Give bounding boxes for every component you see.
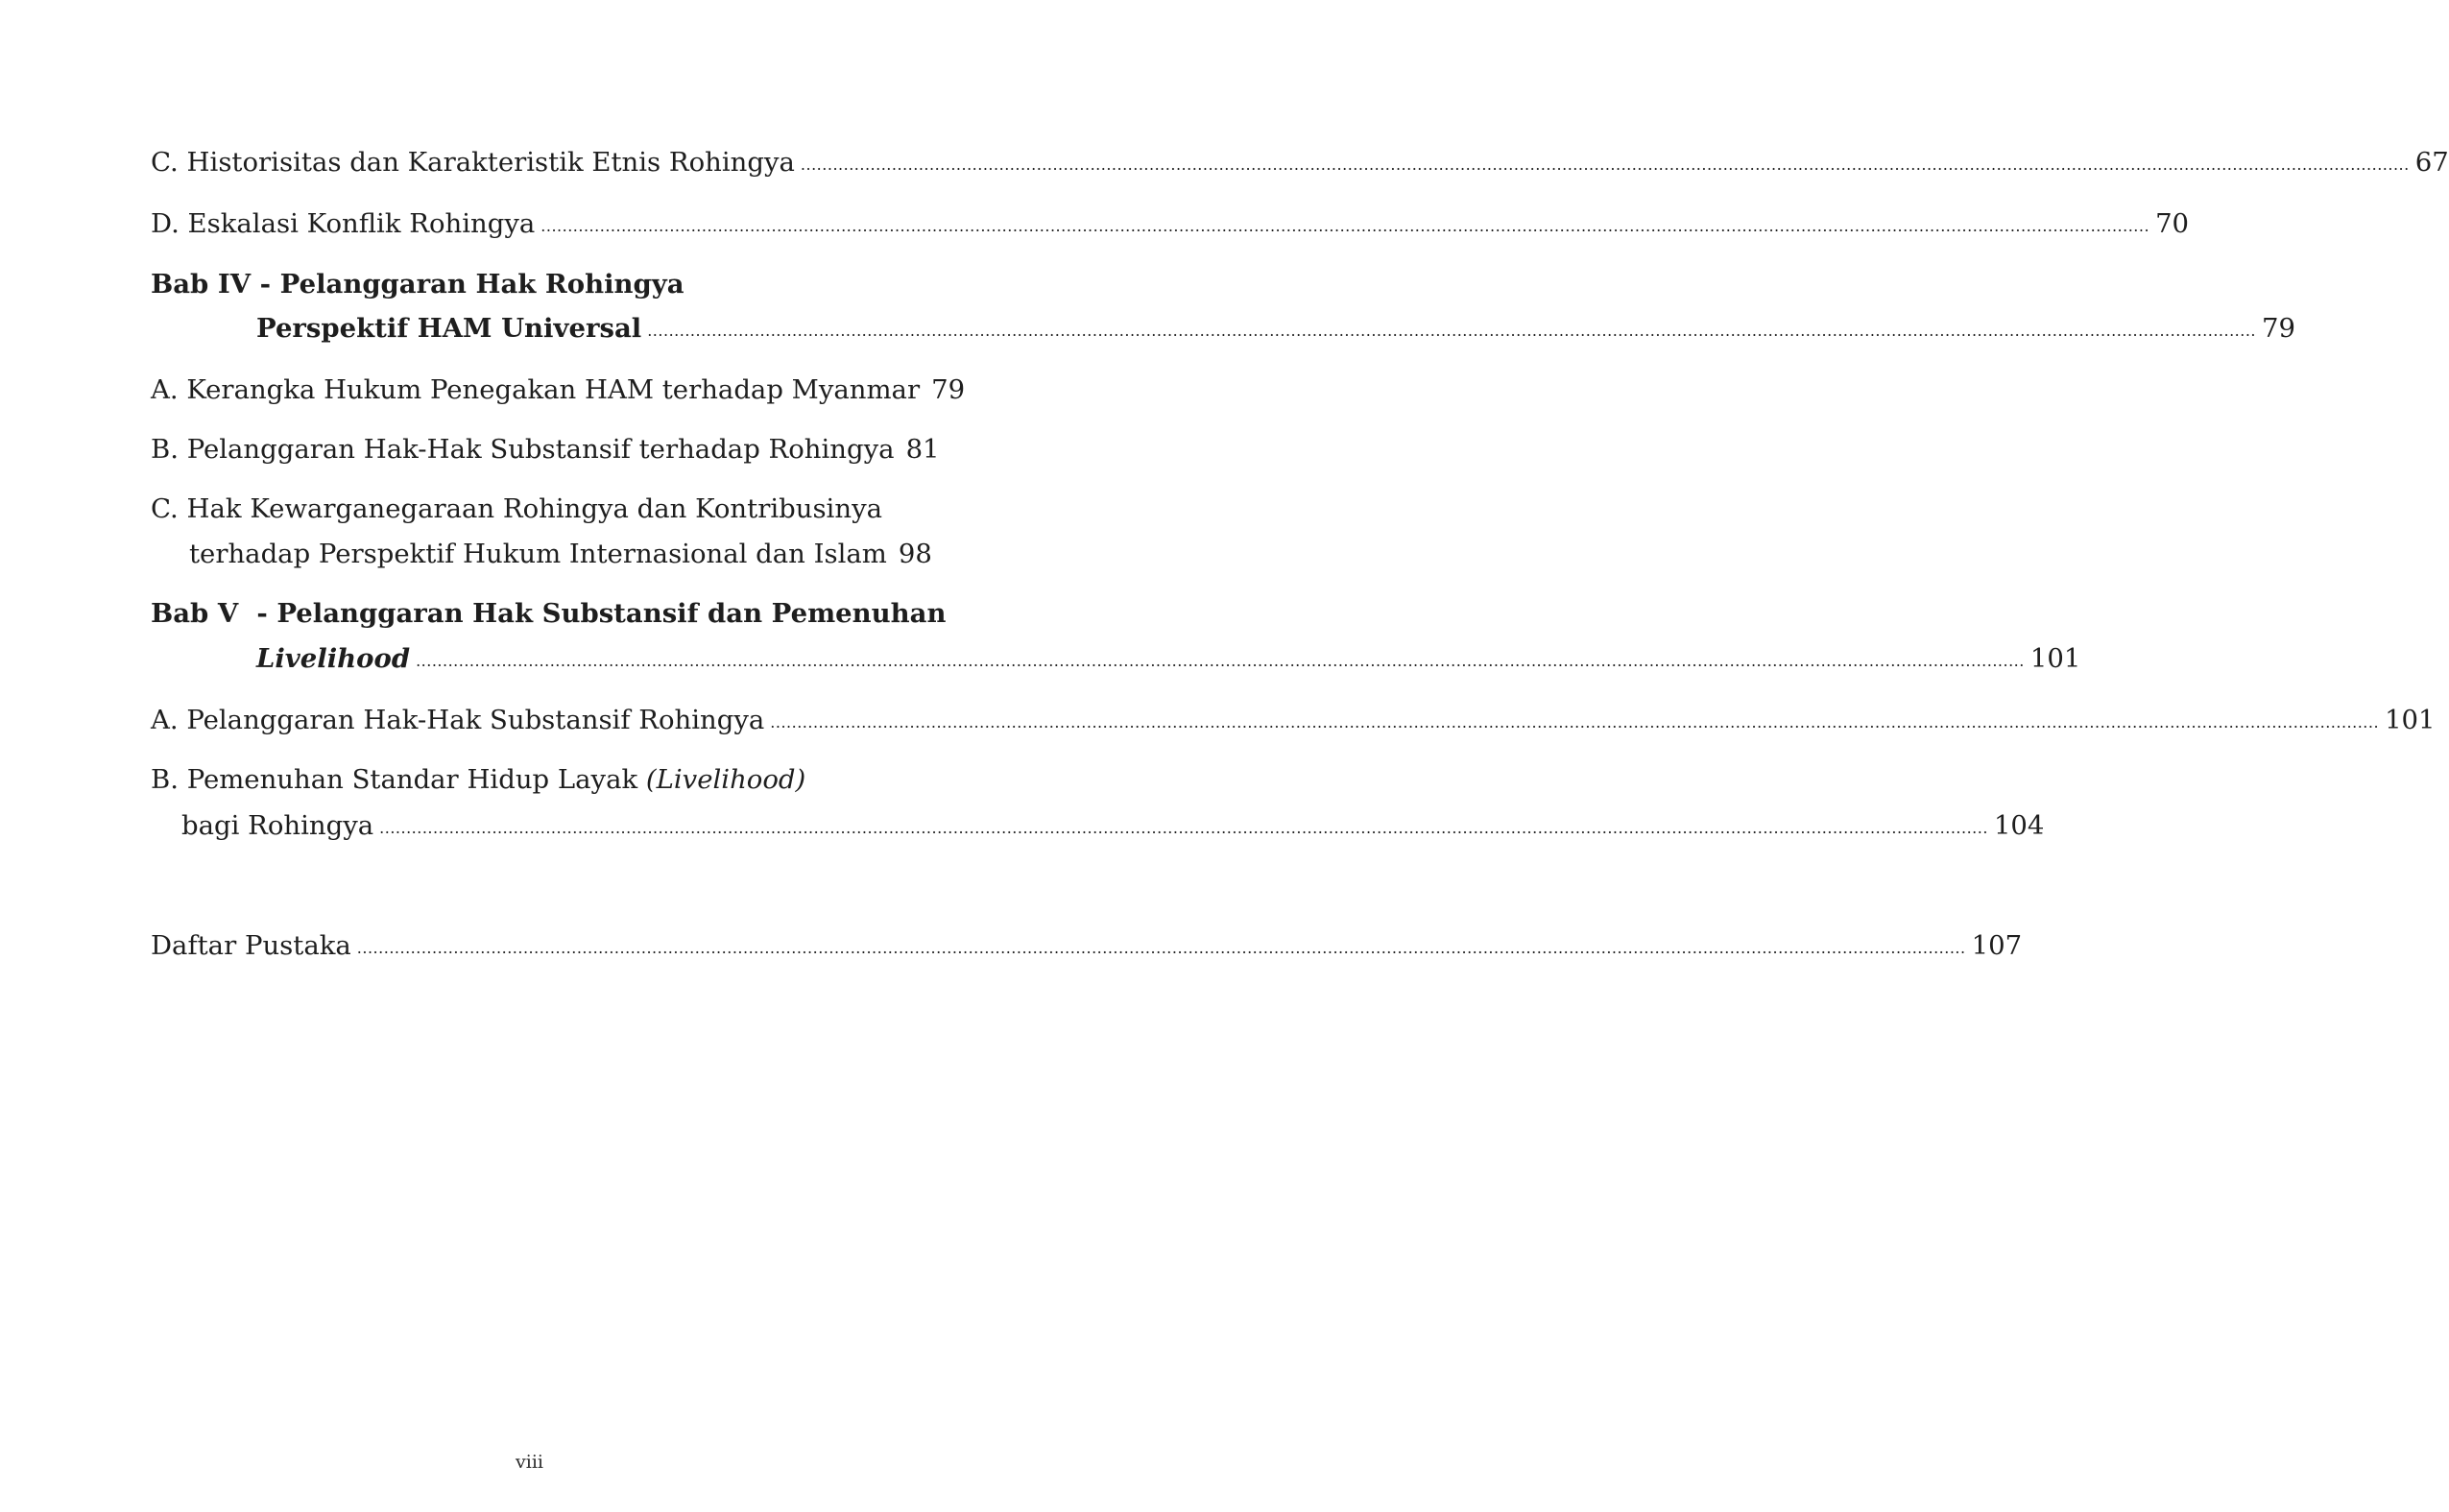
toc-page-number: 67 (2414, 147, 2449, 178)
page-number-footer: viii (516, 1452, 543, 1473)
toc-chapter-title: Bab V - Pelanggaran Hak Substansif dan Pemenuhan (151, 598, 947, 629)
toc-page-number: 98 (898, 539, 932, 569)
toc-page-number: 70 (2155, 208, 2190, 239)
leader-dots: ............................................................................................................................................................................................................................................................................................................ (356, 939, 1966, 957)
table-of-contents (151, 0, 2449, 1512)
toc-entry-title-continued: bagi Rohingya (181, 810, 374, 841)
toc-page-number: 107 (1971, 930, 2023, 961)
toc-entry-eskalasi[interactable] (151, 204, 2190, 243)
toc-entry-pelanggaran-rohingya[interactable] (151, 701, 2436, 739)
toc-entry-title-emphasis: (Livelihood) (645, 764, 806, 795)
leader-dots: ............................................................................................................................................................................................................................................................................................................ (800, 156, 2410, 174)
toc-page-number: 81 (905, 434, 940, 465)
toc-chapter-4-heading[interactable] (151, 265, 904, 303)
toc-chapter-4-subtitle[interactable] (256, 309, 2295, 348)
toc-page-number: 104 (1993, 810, 2045, 841)
toc-chapter-subtitle: Perspektif HAM Universal (256, 313, 642, 344)
toc-entry-title: B. Pemenuhan Standar Hidup Layak (151, 764, 646, 795)
leader-dots: ............................................................................................................................................................................................................................................................................................................ (770, 713, 2380, 732)
toc-chapter-title: Bab IV - Pelanggaran Hak Rohingya (151, 269, 684, 300)
toc-entry-title: C. Historisitas dan Karakteristik Etnis Rohingya (151, 147, 795, 178)
toc-entry-hak-kewarganegaraan[interactable] (151, 490, 904, 528)
toc-page-number: 101 (2029, 643, 2081, 674)
toc-entry-title: A. Pelanggaran Hak-Hak Substansif Rohingya (151, 705, 765, 735)
toc-entry-kerangka[interactable] (151, 371, 966, 409)
toc-page-number: 101 (2385, 705, 2436, 735)
toc-entry-title: D. Eskalasi Konflik Rohingya (151, 208, 536, 239)
toc-chapter-5-heading[interactable] (151, 594, 947, 633)
toc-page-number: 79 (2262, 313, 2295, 344)
toc-chapter-subtitle: Livelihood (256, 643, 411, 674)
leader-dots: ............................................................................................................................................................................................................................................................................................................ (647, 322, 2256, 340)
toc-entry-pemenuhan[interactable] (151, 760, 904, 799)
leader-dots: ............................................................................................................................................................................................................................................................................................................ (540, 217, 2150, 235)
toc-page-number: 79 (931, 374, 966, 405)
toc-entry-title-continued: terhadap Perspektif Hukum Internasional dan Islam (189, 539, 887, 569)
leader-dots: ............................................................................................................................................................................................................................................................................................................ (379, 819, 1988, 837)
toc-entry-hak-kewarganegaraan-cont[interactable] (189, 535, 932, 573)
leader-dots: ............................................................................................................................................................................................................................................................................................................ (416, 652, 2025, 670)
toc-entry-historisitas[interactable] (151, 143, 2449, 181)
toc-entry-title: Daftar Pustaka (151, 930, 351, 961)
toc-entry-pemenuhan-cont[interactable] (181, 806, 2045, 845)
toc-entry-title: C. Hak Kewarganegaraan Rohingya dan Kontribusinya (151, 493, 882, 524)
toc-entry-pelanggaran-substansif[interactable] (151, 430, 940, 468)
toc-entry-daftar-pustaka[interactable] (151, 926, 2023, 965)
toc-chapter-5-subtitle[interactable] (256, 639, 2081, 678)
toc-entry-title: B. Pelanggaran Hak-Hak Substansif terhadap Rohingya (151, 434, 895, 465)
toc-entry-title: A. Kerangka Hukum Penegakan HAM terhadap Myanmar (151, 374, 921, 405)
